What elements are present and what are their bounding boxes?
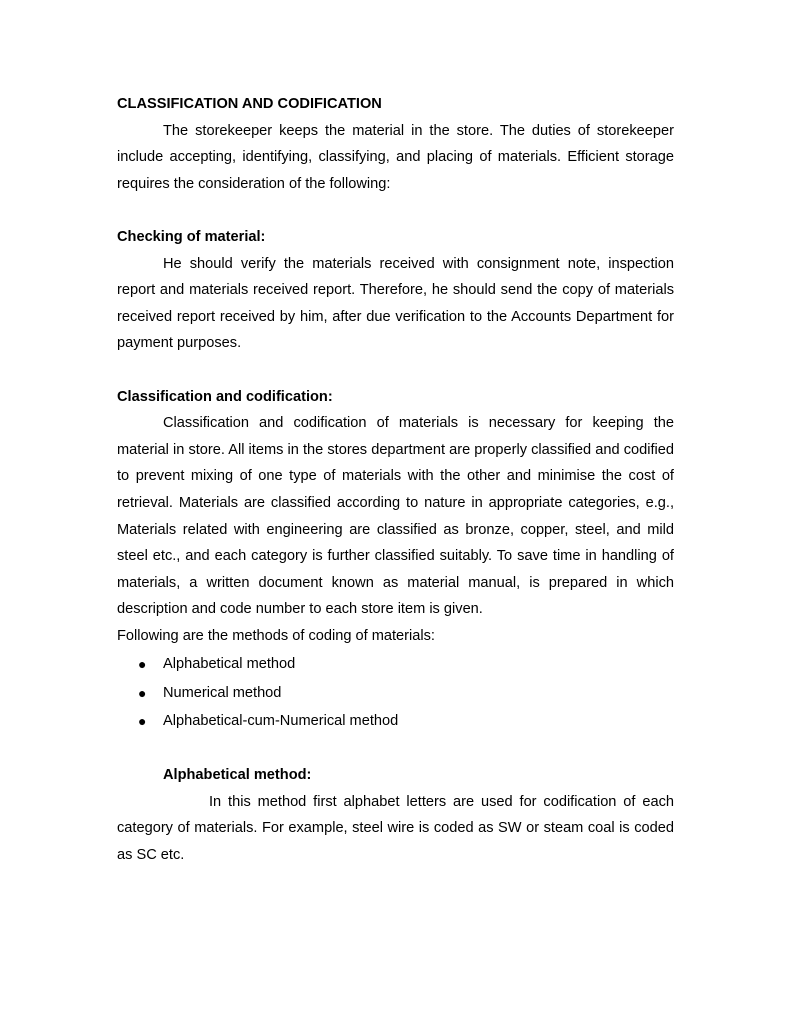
list-item (117, 650, 674, 678)
bullet-icon: ● (138, 713, 147, 730)
bullet-icon: ● (138, 684, 147, 701)
bullet-icon: ● (138, 656, 147, 673)
list-item (117, 707, 674, 735)
classification-paragraph: Classification and codification of materials is necessary for keeping the material in store. All items in the stores department are properly classified and codified to prevent mixing of one type of materials with the other and minimise the cost of retrieval. Materials are classified according to nature in appropriate categories, e.g., Materials related with engineering are classified as bronze, copper, steel, and mild steel etc., and each category is further classified suitably. To save time in handling of materials, a written document known as material manual, is prepared in which description and code number to each store item is given. (117, 415, 674, 618)
checking-paragraph: He should verify the materials received with consignment note, inspection report and materials received report. Therefore, he should send the copy of materials received report received by him, after due verification to the Accounts Department for payment purposes. (117, 255, 674, 352)
methods-list (117, 650, 674, 735)
page-title: CLASSIFICATION AND CODIFICATION (117, 96, 382, 112)
spacer (117, 357, 674, 384)
page-content (117, 91, 674, 869)
list-item-label: Alphabetical-cum-Numerical method (163, 713, 399, 730)
checking-heading: Checking of material: (117, 228, 266, 245)
classification-heading: Classification and codification: (117, 388, 333, 405)
methods-intro: Following are the methods of coding of materials: (117, 627, 435, 644)
spacer (117, 197, 674, 224)
alphabetical-heading: Alphabetical method: (163, 767, 312, 784)
list-item-label: Numerical method (163, 684, 282, 701)
intro-paragraph: The storekeeper keeps the material in the store. The duties of storekeeper include accepting, identifying, classifying, and placing of materials. Efficient storage requires the consideration of the following: (117, 122, 674, 192)
list-item (117, 679, 674, 707)
spacer (117, 736, 674, 763)
alphabetical-paragraph: In this method first alphabet letters are used for codification of each category of materials. For example, steel wire is coded as SW or steam coal is coded as SC etc. (117, 793, 674, 864)
list-item-label: Alphabetical method (163, 656, 296, 673)
